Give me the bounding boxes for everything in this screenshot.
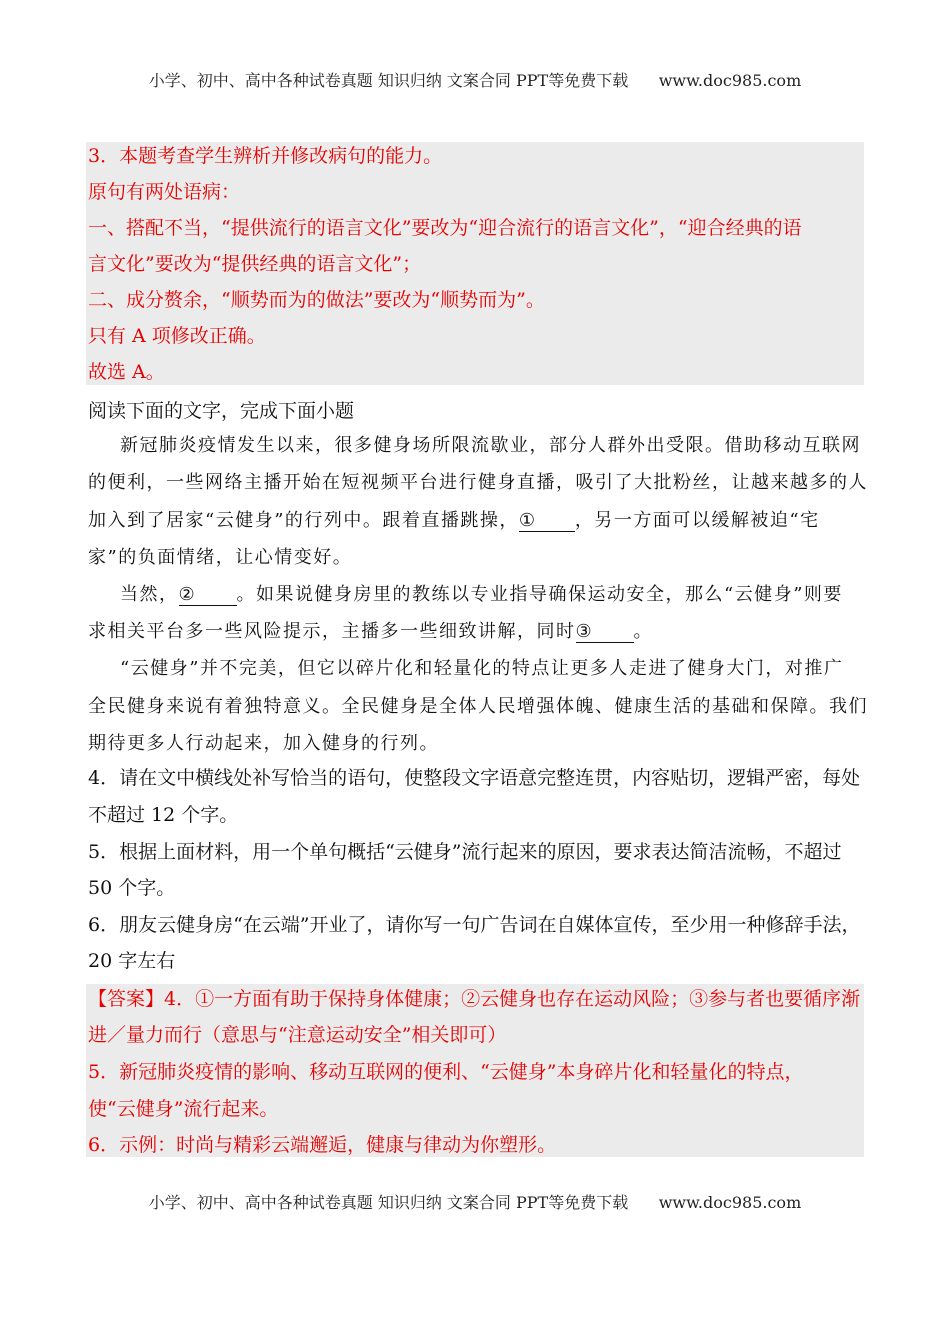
passage-text: 求相关平台多一些风险提示，主播多一些细致讲解，同时 bbox=[88, 621, 576, 642]
question-5: 5．根据上面材料，用一个单句概括“云健身”流行起来的原因，要求表达简洁流畅，不超过 bbox=[88, 841, 842, 863]
passage-line: “云健身”并不完美，但它以碎片化和轻量化的特点让更多人走进了健身大门，对推广 bbox=[120, 658, 844, 679]
passage-line: 全民健身来说有着独特意义。全民健身是全体人民增强体魄、健康生活的基础和保障。我们 bbox=[88, 696, 868, 717]
passage-line: 家”的负面情绪，让心情变好。 bbox=[88, 547, 353, 568]
blank-3 bbox=[576, 622, 634, 643]
question-6-cont: 20 字左右 bbox=[88, 950, 176, 972]
question-4: 4．请在文中横线处补写恰当的语句，使整段文字语意完整连贯，内容贴切，逻辑严密，每处 bbox=[88, 767, 861, 789]
question-6: 6．朋友云健身房“在云端”开业了，请你写一句广告词在自媒体宣传，至少用一种修辞手法， bbox=[88, 914, 861, 936]
passage-text: ，另一方面可以缓解被迫“宅 bbox=[574, 510, 820, 531]
passage-line: 期待更多人行动起来，加入健身的行列。 bbox=[88, 733, 439, 754]
answer-line: 【答案】4．①一方面有助于保持身体健康；②云健身也存在运动风险；③参与者也要循序渐 bbox=[88, 988, 861, 1010]
passage-line bbox=[120, 577, 843, 613]
blank-1 bbox=[519, 511, 575, 532]
analysis-line: 一、搭配不当，“提供流行的语言文化”要改为“迎合流行的语言文化”，“迎合经典的语 bbox=[88, 217, 802, 239]
passage-line: 新冠肺炎疫情发生以来，很多健身场所限流歇业，部分人群外出受限。借助移动互联网 bbox=[120, 435, 861, 456]
passage-text: 当然， bbox=[120, 584, 179, 605]
analysis-line: 言文化”要改为“提供经典的语言文化”； bbox=[88, 253, 422, 275]
analysis-line: 故选 A。 bbox=[88, 361, 165, 383]
passage-line bbox=[88, 614, 653, 650]
footer-url[interactable]: www.doc985.com bbox=[658, 1193, 802, 1212]
page-footer bbox=[0, 1190, 950, 1213]
reading-intro: 阅读下面的文字，完成下面小题 bbox=[88, 400, 355, 422]
passage-text: 加入到了居家“云健身”的行列中。跟着直播跳操， bbox=[88, 510, 519, 531]
analysis-line: 原句有两处语病： bbox=[88, 181, 241, 203]
passage-text: 。如果说健身房里的教练以专业指导确保运动安全，那么“云健身”则要 bbox=[236, 584, 843, 605]
blank-2 bbox=[179, 585, 237, 606]
question-4-cont: 不超过 12 个字。 bbox=[88, 804, 239, 826]
analysis-line: 3．本题考查学生辨析并修改病句的能力。 bbox=[88, 145, 443, 167]
analysis-line: 二、成分赘余，“顺势而为的做法”要改为“顺势而为”。 bbox=[88, 289, 545, 311]
passage-line bbox=[88, 503, 820, 539]
page-header bbox=[0, 68, 950, 91]
passage-line: 的便利，一些网络主播开始在短视频平台进行健身直播，吸引了大批粉丝，让越来越多的人 bbox=[88, 472, 868, 493]
answer-line: 5．新冠肺炎疫情的影响、移动互联网的便利、“云健身”本身碎片化和轻量化的特点， bbox=[88, 1061, 804, 1083]
header-text: 小学、初中、高中各种试卷真题 知识归纳 文案合同 PPT等免费下载 bbox=[148, 71, 629, 90]
blank-2-number: ② bbox=[178, 584, 197, 605]
answer-line: 使“云健身”流行起来。 bbox=[88, 1098, 279, 1120]
blank-1-number: ① bbox=[518, 510, 537, 531]
question-5-cont: 50 个字。 bbox=[88, 877, 176, 899]
answer-line: 进／量力而行（意思与“注意运动安全”相关即可） bbox=[88, 1024, 507, 1046]
analysis-line: 只有 A 项修改正确。 bbox=[88, 325, 266, 347]
answer-line: 6．示例：时尚与精彩云端邂逅，健康与律动为你塑形。 bbox=[88, 1134, 557, 1156]
blank-3-number: ③ bbox=[575, 621, 594, 642]
footer-text: 小学、初中、高中各种试卷真题 知识归纳 文案合同 PPT等免费下载 bbox=[148, 1193, 629, 1212]
header-url[interactable]: www.doc985.com bbox=[658, 71, 802, 90]
passage-text: 。 bbox=[633, 621, 653, 642]
